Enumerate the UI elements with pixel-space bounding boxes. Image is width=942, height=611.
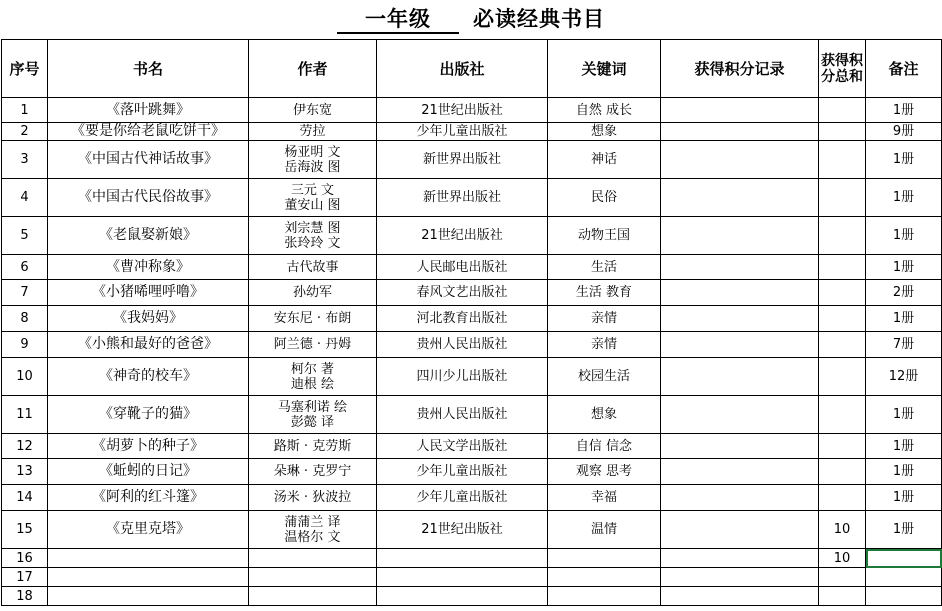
cell-publisher[interactable]: 少年儿童出版社 <box>377 459 548 485</box>
cell-publisher[interactable]: 新世界出版社 <box>377 179 548 217</box>
author-line: 马塞利诺 绘 <box>277 399 348 415</box>
cell-publisher[interactable]: 少年儿童出版社 <box>377 485 548 511</box>
cell-author[interactable] <box>249 179 377 217</box>
author-line: 彭懿 译 <box>290 414 335 430</box>
table-row <box>2 587 942 606</box>
cell-keywords[interactable]: 校园生活 <box>548 358 661 396</box>
cell-total[interactable] <box>819 306 866 332</box>
cell-publisher[interactable]: 人民文学出版社 <box>377 434 548 459</box>
cell-publisher[interactable]: 少年儿童出版社 <box>377 123 548 141</box>
cell-no[interactable]: 3 <box>2 141 48 179</box>
author-line: 阿兰德 · 丹姆 <box>273 337 352 352</box>
cell-record[interactable] <box>661 568 819 587</box>
cell-total[interactable] <box>819 396 866 434</box>
cell-no[interactable]: 15 <box>2 511 48 549</box>
cell-note[interactable]: 7册 <box>866 332 942 358</box>
cell-record[interactable] <box>661 587 819 606</box>
cell-no[interactable]: 9 <box>2 332 48 358</box>
cell-author[interactable] <box>249 332 377 358</box>
cell-keywords[interactable]: 神话 <box>548 141 661 179</box>
table-row <box>2 396 942 434</box>
cell-total[interactable] <box>819 98 866 123</box>
cell-keywords[interactable]: 观察 思考 <box>548 459 661 485</box>
cell-publisher[interactable]: 21世纪出版社 <box>377 217 548 255</box>
cell-publisher[interactable]: 河北教育出版社 <box>377 306 548 332</box>
cell-book[interactable]: 《要是你给老鼠吃饼干》 <box>48 123 249 141</box>
cell-note[interactable]: 1册 <box>866 98 942 123</box>
cell-book[interactable]: 《穿靴子的猫》 <box>48 396 249 434</box>
cell-book[interactable]: 《老鼠娶新娘》 <box>48 217 249 255</box>
cell-record[interactable] <box>661 217 819 255</box>
table-row <box>2 123 942 141</box>
cell-keywords[interactable]: 生活 <box>548 255 661 280</box>
cell-publisher[interactable]: 人民邮电出版社 <box>377 255 548 280</box>
cell-author[interactable] <box>249 587 377 606</box>
author-line: 柯尔 著 <box>290 361 335 377</box>
cell-no[interactable]: 12 <box>2 434 48 459</box>
cell-author[interactable] <box>249 255 377 280</box>
cell-publisher[interactable] <box>377 568 548 587</box>
cell-record[interactable] <box>661 332 819 358</box>
cell-book[interactable]: 《我妈妈》 <box>48 306 249 332</box>
cell-keywords[interactable]: 亲情 <box>548 332 661 358</box>
table-row <box>2 98 942 123</box>
cell-total[interactable] <box>819 217 866 255</box>
cell-no[interactable]: 10 <box>2 358 48 396</box>
cell-total[interactable] <box>819 434 866 459</box>
author-line: 汤米 · 狄波拉 <box>273 490 352 505</box>
cell-record[interactable] <box>661 141 819 179</box>
page-title <box>0 6 942 34</box>
cell-keywords[interactable] <box>548 568 661 587</box>
header-cell-record[interactable]: 获得积分记录 <box>661 40 819 98</box>
book-list-table <box>1 39 942 606</box>
header-cell-publisher[interactable]: 出版社 <box>377 40 548 98</box>
cell-book[interactable] <box>48 549 249 568</box>
cell-note[interactable]: 1册 <box>866 217 942 255</box>
table-row <box>2 511 942 549</box>
cell-keywords[interactable]: 温情 <box>548 511 661 549</box>
author-line: 张玲玲 文 <box>284 235 341 251</box>
cell-total[interactable] <box>819 587 866 606</box>
cell-no[interactable]: 5 <box>2 217 48 255</box>
cell-publisher[interactable]: 春风文艺出版社 <box>377 280 548 306</box>
cell-author[interactable] <box>249 280 377 306</box>
cell-total[interactable]: 10 <box>819 511 866 549</box>
cell-note[interactable] <box>866 549 942 568</box>
cell-record[interactable] <box>661 434 819 459</box>
cell-publisher[interactable] <box>377 549 548 568</box>
cell-record[interactable] <box>661 98 819 123</box>
author-line: 迪根 绘 <box>290 376 335 392</box>
header-cell-author[interactable]: 作者 <box>249 40 377 98</box>
author-line: 古代故事 <box>286 259 339 275</box>
table-row <box>2 141 942 179</box>
author-line: 路斯 · 克劳斯 <box>273 438 352 454</box>
cell-keywords[interactable]: 幸福 <box>548 485 661 511</box>
cell-record[interactable] <box>661 396 819 434</box>
title-grade: 一年级 <box>337 6 459 34</box>
cell-record[interactable] <box>661 358 819 396</box>
author-line: 安东尼 · 布朗 <box>273 311 352 326</box>
author-line: 岳海波 图 <box>284 159 341 175</box>
cell-note[interactable]: 1册 <box>866 485 942 511</box>
header-cell-book[interactable]: 书名 <box>48 40 249 98</box>
cell-no[interactable]: 17 <box>2 568 48 587</box>
cell-record[interactable] <box>661 306 819 332</box>
cell-record[interactable] <box>661 280 819 306</box>
cell-publisher[interactable]: 21世纪出版社 <box>377 511 548 549</box>
title-row <box>0 0 942 39</box>
cell-no[interactable]: 16 <box>2 549 48 568</box>
table-row <box>2 358 942 396</box>
cell-record[interactable] <box>661 459 819 485</box>
cell-record[interactable] <box>661 123 819 141</box>
cell-note[interactable]: 9册 <box>866 123 942 141</box>
cell-book[interactable] <box>48 568 249 587</box>
cell-note[interactable]: 1册 <box>866 434 942 459</box>
cell-book[interactable]: 《小猪唏哩呼噜》 <box>48 280 249 306</box>
cell-book[interactable] <box>48 587 249 606</box>
cell-keywords[interactable]: 想象 <box>548 123 661 141</box>
table-row <box>2 485 942 511</box>
cell-note[interactable] <box>866 568 942 587</box>
cell-no[interactable]: 8 <box>2 306 48 332</box>
cell-total[interactable]: 10 <box>819 549 866 568</box>
cell-author[interactable] <box>249 568 377 587</box>
cell-author[interactable] <box>249 306 377 332</box>
cell-note[interactable] <box>866 587 942 606</box>
cell-author[interactable] <box>249 98 377 123</box>
cell-record[interactable] <box>661 485 819 511</box>
cell-author[interactable] <box>249 511 377 549</box>
table-row <box>2 434 942 459</box>
cell-total[interactable] <box>819 179 866 217</box>
cell-no[interactable]: 6 <box>2 255 48 280</box>
title-text: 必读经典书目 <box>473 6 605 31</box>
author-line: 董安山 图 <box>284 197 341 213</box>
table-row <box>2 459 942 485</box>
cell-publisher[interactable]: 贵州人民出版社 <box>377 332 548 358</box>
cell-total[interactable] <box>819 459 866 485</box>
cell-author[interactable] <box>249 485 377 511</box>
cell-no[interactable]: 13 <box>2 459 48 485</box>
table-row <box>2 549 942 568</box>
cell-total[interactable] <box>819 255 866 280</box>
cell-no[interactable]: 18 <box>2 587 48 606</box>
author-line: 伊东宽 <box>292 102 332 118</box>
cell-total[interactable] <box>819 568 866 587</box>
header-cell-keywords[interactable]: 关键词 <box>548 40 661 98</box>
cell-total[interactable] <box>819 332 866 358</box>
cell-keywords[interactable] <box>548 587 661 606</box>
header-cell-total[interactable]: 获得积分总和 <box>819 40 866 98</box>
table-row <box>2 179 942 217</box>
cell-record[interactable] <box>661 255 819 280</box>
table-row <box>2 255 942 280</box>
cell-keywords[interactable]: 自然 成长 <box>548 98 661 123</box>
cell-book[interactable]: 《落叶跳舞》 <box>48 98 249 123</box>
cell-author[interactable] <box>249 459 377 485</box>
cell-note[interactable]: 2册 <box>866 280 942 306</box>
cell-note[interactable]: 1册 <box>866 459 942 485</box>
table-row <box>2 332 942 358</box>
cell-note[interactable]: 12册 <box>866 358 942 396</box>
author-line: 三元 文 <box>290 182 335 198</box>
author-line: 朵琳 · 克罗宁 <box>273 464 352 479</box>
cell-author[interactable] <box>249 434 377 459</box>
table-row <box>2 280 942 306</box>
cell-total[interactable] <box>819 485 866 511</box>
cell-author[interactable] <box>249 549 377 568</box>
cell-publisher[interactable]: 贵州人民出版社 <box>377 396 548 434</box>
author-line: 孙幼军 <box>292 285 332 300</box>
table-row <box>2 217 942 255</box>
cell-total[interactable] <box>819 141 866 179</box>
cell-book[interactable]: 《中国古代民俗故事》 <box>48 179 249 217</box>
cell-book[interactable]: 《阿利的红斗篷》 <box>48 485 249 511</box>
cell-no[interactable]: 2 <box>2 123 48 141</box>
author-line: 劳拉 <box>299 124 326 139</box>
cell-author[interactable] <box>249 396 377 434</box>
cell-keywords[interactable] <box>548 549 661 568</box>
cell-no[interactable]: 11 <box>2 396 48 434</box>
cell-keywords[interactable]: 生活 教育 <box>548 280 661 306</box>
cell-note[interactable]: 1册 <box>866 396 942 434</box>
author-line: 温格尔 文 <box>284 529 341 545</box>
cell-keywords[interactable]: 亲情 <box>548 306 661 332</box>
cell-note[interactable]: 1册 <box>866 179 942 217</box>
table-body <box>2 98 942 606</box>
cell-publisher[interactable]: 四川少儿出版社 <box>377 358 548 396</box>
cell-book[interactable]: 《小熊和最好的爸爸》 <box>48 332 249 358</box>
cell-book[interactable]: 《曹冲称象》 <box>48 255 249 280</box>
cell-total[interactable] <box>819 280 866 306</box>
cell-book[interactable]: 《神奇的校车》 <box>48 358 249 396</box>
cell-author[interactable] <box>249 217 377 255</box>
author-line: 刘宗慧 图 <box>284 220 341 236</box>
cell-total[interactable] <box>819 123 866 141</box>
cell-book[interactable]: 《蚯蚓的日记》 <box>48 459 249 485</box>
cell-note[interactable]: 1册 <box>866 511 942 549</box>
cell-keywords[interactable]: 自信 信念 <box>548 434 661 459</box>
header-row <box>2 40 942 98</box>
cell-publisher[interactable]: 21世纪出版社 <box>377 98 548 123</box>
author-line: 蒲蒲兰 译 <box>284 514 341 530</box>
cell-author[interactable] <box>249 123 377 141</box>
cell-author[interactable] <box>249 358 377 396</box>
cell-keywords[interactable]: 民俗 <box>548 179 661 217</box>
cell-author[interactable] <box>249 141 377 179</box>
table-row <box>2 306 942 332</box>
header-cell-note[interactable]: 备注 <box>866 40 942 98</box>
cell-note[interactable]: 1册 <box>866 255 942 280</box>
cell-no[interactable]: 7 <box>2 280 48 306</box>
cell-note[interactable]: 1册 <box>866 306 942 332</box>
cell-no[interactable]: 14 <box>2 485 48 511</box>
cell-record[interactable] <box>661 549 819 568</box>
table-row <box>2 568 942 587</box>
header-cell-no[interactable]: 序号 <box>2 40 48 98</box>
cell-publisher[interactable]: 新世界出版社 <box>377 141 548 179</box>
cell-book[interactable]: 《中国古代神话故事》 <box>48 141 249 179</box>
cell-keywords[interactable]: 想象 <box>548 396 661 434</box>
cell-no[interactable]: 1 <box>2 98 48 123</box>
cell-keywords[interactable]: 动物王国 <box>548 217 661 255</box>
cell-publisher[interactable] <box>377 587 548 606</box>
cell-note[interactable]: 1册 <box>866 141 942 179</box>
cell-book[interactable]: 《胡萝卜的种子》 <box>48 434 249 459</box>
author-line: 杨亚明 文 <box>284 144 341 160</box>
cell-record[interactable] <box>661 179 819 217</box>
cell-no[interactable]: 4 <box>2 179 48 217</box>
cell-book[interactable]: 《克里克塔》 <box>48 511 249 549</box>
cell-total[interactable] <box>819 358 866 396</box>
cell-record[interactable] <box>661 511 819 549</box>
